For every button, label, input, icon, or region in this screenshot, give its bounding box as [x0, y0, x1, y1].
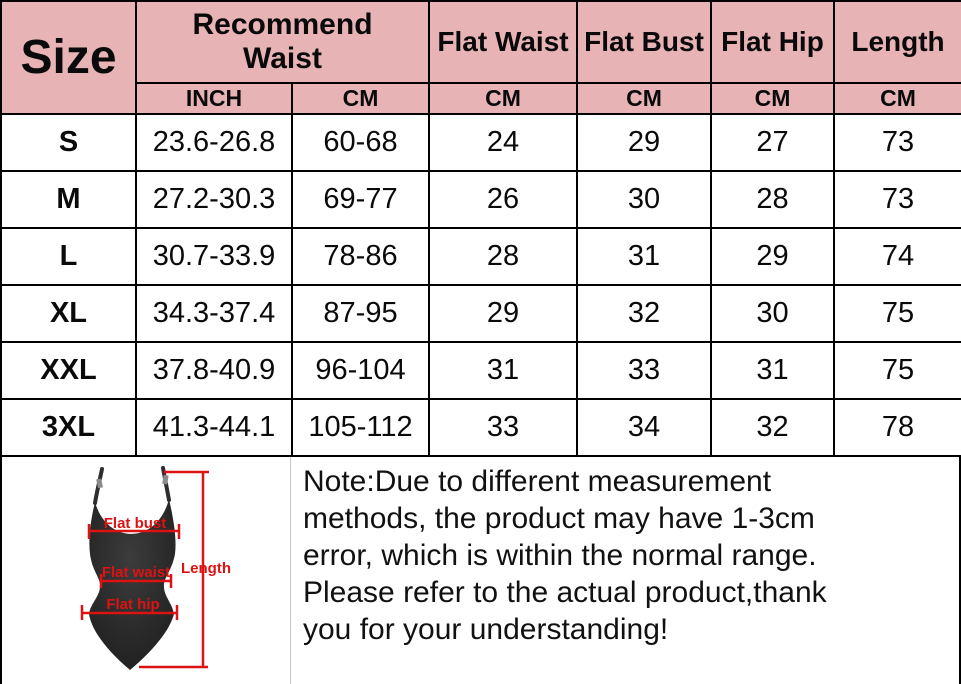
size-cell: XL: [1, 285, 136, 342]
subheader-cm-flat-hip: CM: [711, 83, 834, 114]
flat-waist-cell: 29: [429, 285, 577, 342]
subheader-cm-length: CM: [834, 83, 961, 114]
recommend-cm-cell: 69-77: [292, 171, 429, 228]
flat-bust-label: Flat bust: [103, 515, 167, 532]
table-row-m: [1, 171, 961, 228]
size-cell: M: [1, 171, 136, 228]
note-text: [291, 457, 959, 684]
recommend-inch-cell: 30.7-33.9: [136, 228, 292, 285]
length-cell: 78: [834, 399, 961, 456]
subheader-cm-flat-bust: CM: [577, 83, 711, 114]
note-line: Note:Due to different measurement: [303, 465, 772, 498]
header-flat-hip: Flat Hip: [711, 1, 834, 83]
flat-hip-cell: 30: [711, 285, 834, 342]
bottom-section: [0, 457, 961, 684]
size-cell: 3XL: [1, 399, 136, 456]
header-row-main: [1, 1, 961, 83]
flat-bust-cell: 31: [577, 228, 711, 285]
recommend-cm-cell: 87-95: [292, 285, 429, 342]
recommend-inch-cell: 23.6-26.8: [136, 114, 292, 171]
table-row-l: [1, 228, 961, 285]
flat-hip-cell: 29: [711, 228, 834, 285]
subheader-cm-recommend: CM: [292, 83, 429, 114]
length-cell: 73: [834, 171, 961, 228]
header-recommend-waist: [136, 1, 429, 83]
flat-bust-cell: 29: [577, 114, 711, 171]
recommend-inch-cell: 27.2-30.3: [136, 171, 292, 228]
flat-waist-cell: 31: [429, 342, 577, 399]
flat-bust-cell: 30: [577, 171, 711, 228]
flat-waist-cell: 24: [429, 114, 577, 171]
table-row-xxl: [1, 342, 961, 399]
bodysuit-diagram: [2, 457, 291, 684]
bodysuit-measurement-illustration: [2, 457, 290, 684]
table-row-s: [1, 114, 961, 171]
recommend-inch-cell: 41.3-44.1: [136, 399, 292, 456]
length-cell: 75: [834, 285, 961, 342]
note-line: methods, the product may have 1-3cm: [303, 502, 815, 535]
header-flat-waist: Flat Waist: [429, 1, 577, 83]
length-cell: 75: [834, 342, 961, 399]
note-line: Please refer to the actual product,thank: [303, 576, 827, 609]
size-cell: XXL: [1, 342, 136, 399]
header-row-units: [1, 83, 961, 114]
header-size: Size: [1, 1, 136, 114]
recommend-inch-cell: 34.3-37.4: [136, 285, 292, 342]
table-row-3xl: [1, 399, 961, 456]
length-cell: 73: [834, 114, 961, 171]
length-cell: 74: [834, 228, 961, 285]
flat-waist-cell: 28: [429, 228, 577, 285]
header-length: Length: [834, 1, 961, 83]
note-line: you for your understanding!: [303, 613, 669, 646]
flat-hip-label: Flat hip: [106, 596, 160, 613]
flat-hip-cell: 31: [711, 342, 834, 399]
header-flat-bust: Flat Bust: [577, 1, 711, 83]
size-cell: S: [1, 114, 136, 171]
subheader-inch: INCH: [136, 83, 292, 114]
header-recommend-waist-label: Recommend Waist: [192, 7, 373, 75]
recommend-cm-cell: 60-68: [292, 114, 429, 171]
size-cell: L: [1, 228, 136, 285]
flat-waist-cell: 26: [429, 171, 577, 228]
flat-hip-cell: 32: [711, 399, 834, 456]
recommend-cm-cell: 78-86: [292, 228, 429, 285]
flat-hip-cell: 27: [711, 114, 834, 171]
flat-hip-cell: 28: [711, 171, 834, 228]
table-row-xl: [1, 285, 961, 342]
subheader-cm-flat-waist: CM: [429, 83, 577, 114]
flat-bust-cell: 32: [577, 285, 711, 342]
note-line: error, which is within the normal range.: [303, 539, 817, 572]
flat-bust-cell: 34: [577, 399, 711, 456]
flat-waist-label: Flat waist: [101, 564, 171, 581]
recommend-inch-cell: 37.8-40.9: [136, 342, 292, 399]
length-label: Length: [181, 560, 231, 577]
recommend-cm-cell: 105-112: [292, 399, 429, 456]
flat-bust-cell: 33: [577, 342, 711, 399]
flat-waist-cell: 33: [429, 399, 577, 456]
recommend-cm-cell: 96-104: [292, 342, 429, 399]
